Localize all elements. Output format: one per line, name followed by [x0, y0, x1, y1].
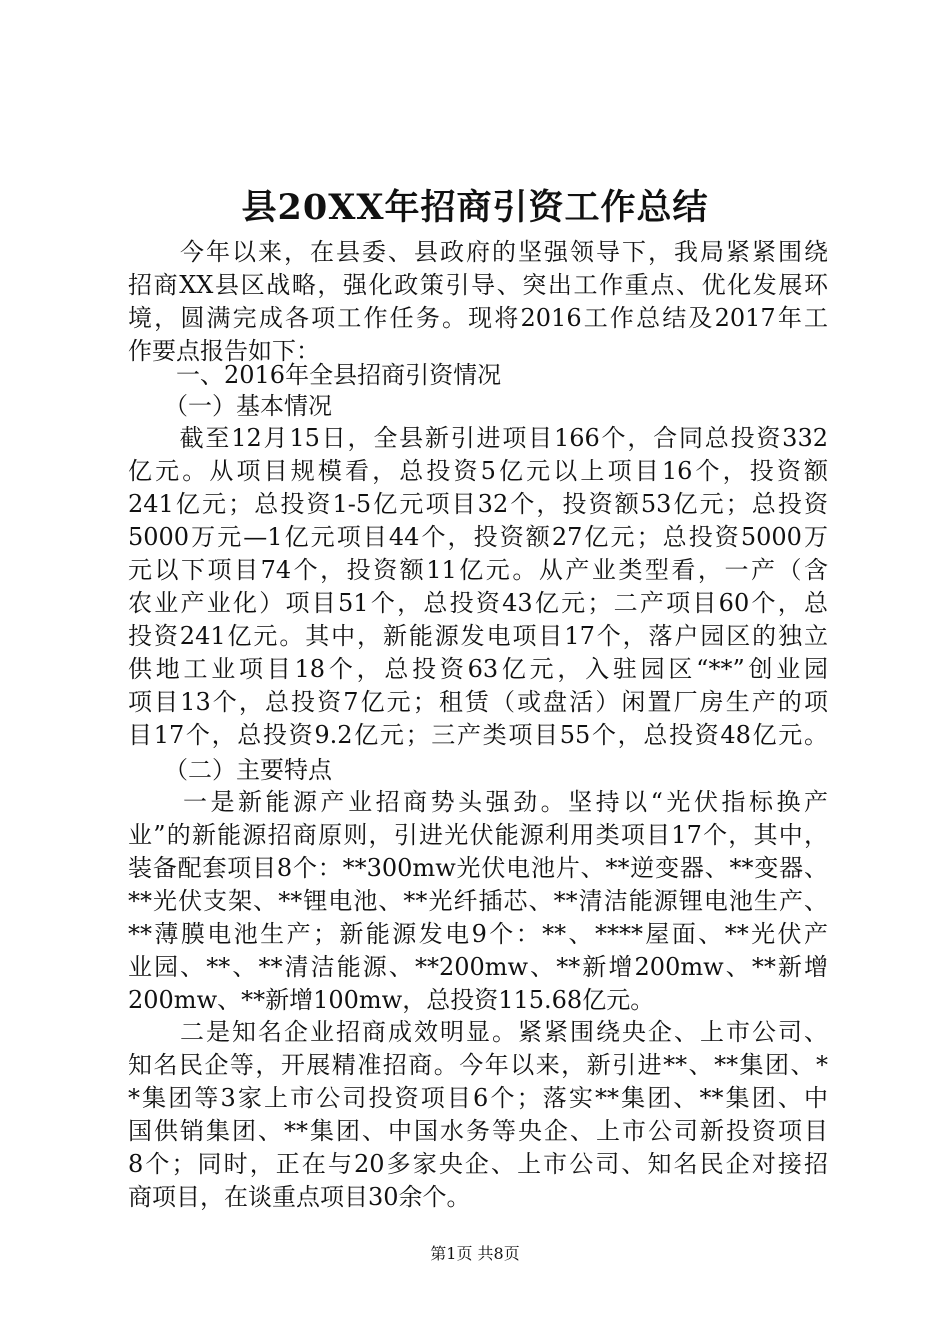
text-line: 业园、**、**清洁能源、**200mw、**新增200mw、**新增: [128, 953, 828, 981]
feature-paragraph-1: [128, 786, 828, 1017]
text-line: 境，圆满完成各项工作任务。现将2016工作总结及2017年工: [128, 304, 828, 332]
document-title: 县20XX年招商引资工作总结: [241, 187, 709, 228]
text-line: （一）基本情况: [128, 392, 332, 420]
text-line: 目17个，总投资9.2亿元；三产类项目55个，总投资48亿元。: [128, 721, 828, 749]
text-line: **薄膜电池生产；新能源发电9个：**、****屋面、**光伏产: [128, 920, 828, 948]
text-line: 作要点报告如下：: [128, 337, 320, 365]
text-line: 农业产业化）项目51个，总投资43亿元；二产项目60个，总: [128, 589, 828, 617]
text-line: 一是新能源产业招商势头强劲。坚持以“光伏指标换产: [128, 788, 828, 816]
text-line: 200mw、**新增100mw，总投资115.68亿元。: [128, 986, 655, 1014]
text-line: 截至12月15日，全县新引进项目166个，合同总投资332: [128, 424, 828, 452]
page-indicator: 第1页 共8页: [430, 1244, 520, 1263]
text-line: （二）主要特点: [128, 756, 332, 784]
text-line: 供地工业项目18个，总投资63亿元，入驻园区“**”创业园: [128, 655, 828, 683]
text-line: *集团等3家上市公司投资项目6个；落实**集团、**集团、中: [128, 1084, 828, 1112]
subsection-heading-basic: [128, 390, 828, 423]
text-line: 项目13个，总投资7亿元；租赁（或盘活）闲置厂房生产的项: [128, 688, 828, 716]
text-line: 亿元。从项目规模看，总投资5亿元以上项目16个，投资额: [128, 457, 828, 485]
basic-paragraph: [128, 422, 828, 752]
text-line: 元以下项目74个，投资额11亿元。从产业类型看，一产（含: [128, 556, 828, 584]
text-line: 招商XX县区战略，强化政策引导、突出工作重点、优化发展环: [128, 271, 828, 299]
feature-paragraph-2: [128, 1016, 828, 1214]
text-line: 知名民企等，开展精准招商。今年以来，新引进**、**集团、*: [128, 1051, 828, 1079]
subsection-heading-features: [128, 754, 828, 787]
text-line: 5000万元—1亿元项目44个，投资额27亿元；总投资5000万: [128, 523, 828, 551]
text-line: 241亿元；总投资1-5亿元项目32个，投资额53亿元；总投资: [128, 490, 828, 518]
text-line: 8个；同时，正在与20多家央企、上市公司、知名民企对接招: [128, 1150, 828, 1178]
text-line: **光伏支架、**锂电池、**光纤插芯、**清洁能源锂电池生产、: [128, 887, 828, 915]
text-line: 今年以来，在县委、县政府的坚强领导下，我局紧紧围绕: [128, 238, 828, 266]
text-line: 装备配套项目8个：**300mw光伏电池片、**逆变器、**变器、: [128, 854, 828, 882]
text-line: 国供销集团、**集团、中国水务等央企、上市公司新投资项目: [128, 1117, 828, 1145]
text-line: 二是知名企业招商成效明显。紧紧围绕央企、上市公司、: [128, 1018, 828, 1046]
text-line: 一、2016年全县招商引资情况: [128, 361, 502, 389]
text-line: 商项目，在谈重点项目30余个。: [128, 1183, 471, 1211]
text-line: 业”的新能源招商原则，引进光伏能源利用类项目17个，其中，: [128, 821, 828, 849]
intro-paragraph: [128, 236, 828, 368]
section-heading: [128, 359, 828, 392]
text-line: 投资241亿元。其中，新能源发电项目17个，落户园区的独立: [128, 622, 828, 650]
